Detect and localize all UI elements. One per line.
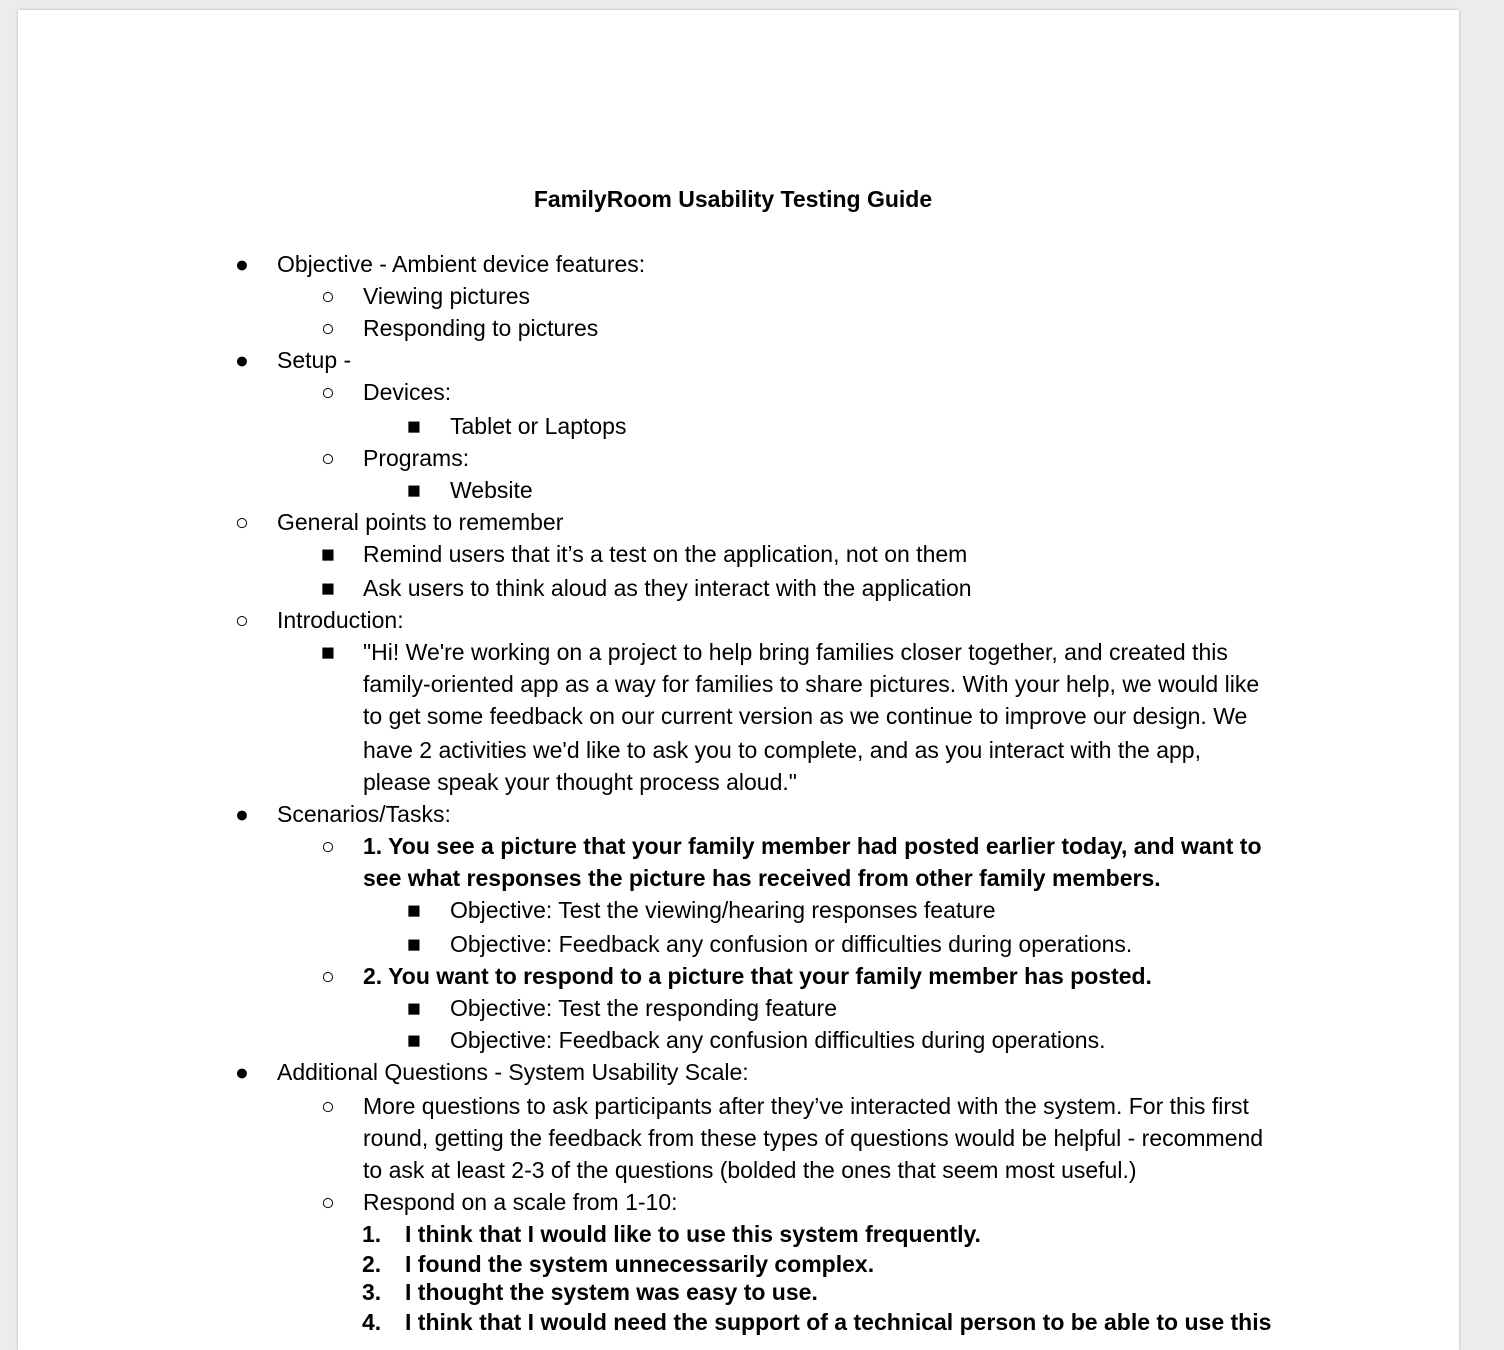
question-text: I think that I would need the support of a technical person to be able to use this [405, 1309, 1272, 1335]
circle-bullet-icon: ○ [321, 963, 335, 989]
programs-label: Programs: [363, 445, 470, 471]
scale-label: Respond on a scale from 1-10: [363, 1189, 678, 1215]
general-item: Remind users that it’s a test on the application, not on them [363, 541, 968, 567]
introduction-line: family-oriented app as a way for families to share pictures. With your help, we would like [363, 671, 1260, 697]
additional-label: Additional Questions - System Usability Scale: [277, 1059, 749, 1085]
question-number: 4. [362, 1309, 382, 1335]
question-number: 2. [362, 1251, 382, 1277]
task-1-line: see what responses the picture has received from other family members. [363, 865, 1161, 891]
circle-bullet-icon: ○ [321, 445, 335, 471]
objective-label: Objective - Ambient device features: [277, 251, 646, 277]
additional-intro-line: to ask at least 2-3 of the questions (bolded the ones that seem most useful.) [363, 1157, 1137, 1183]
question-number: 1. [362, 1221, 382, 1247]
introduction-line: to get some feedback on our current version as we continue to improve our design. We [363, 703, 1248, 729]
task-1-line: 1. You see a picture that your family member had posted earlier today, and want to [363, 833, 1262, 859]
scenarios-label: Scenarios/Tasks: [277, 801, 451, 827]
disc-bullet-icon: ● [235, 251, 249, 277]
question-text: I thought the system was easy to use. [405, 1279, 818, 1305]
square-bullet-icon: ■ [407, 931, 421, 957]
programs-item: Website [450, 477, 533, 503]
general-label: General points to remember [277, 509, 564, 535]
disc-bullet-icon: ● [235, 1059, 249, 1085]
circle-bullet-icon: ○ [235, 607, 249, 633]
circle-bullet-icon: ○ [235, 509, 249, 535]
square-bullet-icon: ■ [407, 1027, 421, 1053]
introduction-line: have 2 activities we'd like to ask you to complete, and as you interact with the app, [363, 737, 1201, 763]
square-bullet-icon: ■ [407, 995, 421, 1021]
circle-bullet-icon: ○ [321, 833, 335, 859]
devices-label: Devices: [363, 379, 452, 405]
additional-intro-line: More questions to ask participants after they’ve interacted with the system. For this first [363, 1093, 1249, 1119]
question-text: I think that I would like to use this system frequently. [405, 1221, 981, 1247]
square-bullet-icon: ■ [321, 639, 335, 665]
square-bullet-icon: ■ [321, 541, 335, 567]
introduction-label: Introduction: [277, 607, 404, 633]
introduction-line: please speak your thought process aloud." [363, 769, 797, 795]
general-item: Ask users to think aloud as they interact with the application [363, 575, 972, 601]
task-2-objective: Objective: Test the responding feature [450, 995, 837, 1021]
circle-bullet-icon: ○ [321, 379, 335, 405]
introduction-line: "Hi! We're working on a project to help bring families closer together, and created this [363, 639, 1228, 665]
disc-bullet-icon: ● [235, 801, 249, 827]
square-bullet-icon: ■ [407, 413, 421, 439]
circle-bullet-icon: ○ [321, 315, 335, 341]
question-number: 3. [362, 1279, 382, 1305]
setup-label: Setup - [277, 347, 352, 373]
square-bullet-icon: ■ [321, 575, 335, 601]
objective-item: Responding to pictures [363, 315, 599, 341]
circle-bullet-icon: ○ [321, 1189, 335, 1215]
disc-bullet-icon: ● [235, 347, 249, 373]
objective-item: Viewing pictures [363, 283, 531, 309]
question-text: I found the system unnecessarily complex. [405, 1251, 875, 1277]
document-title: FamilyRoom Usability Testing Guide [533, 186, 933, 212]
task-1-objective: Objective: Feedback any confusion or difficulties during operations. [450, 931, 1133, 957]
additional-intro-line: round, getting the feedback from these types of questions would be helpful - recommend [363, 1125, 1264, 1151]
circle-bullet-icon: ○ [321, 1093, 335, 1119]
task-1-objective: Objective: Test the viewing/hearing responses feature [450, 897, 996, 923]
circle-bullet-icon: ○ [321, 283, 335, 309]
task-2-line: 2. You want to respond to a picture that your family member has posted. [363, 963, 1152, 989]
devices-item: Tablet or Laptops [450, 413, 627, 439]
square-bullet-icon: ■ [407, 897, 421, 923]
square-bullet-icon: ■ [407, 477, 421, 503]
task-2-objective: Objective: Feedback any confusion difficulties during operations. [450, 1027, 1106, 1053]
